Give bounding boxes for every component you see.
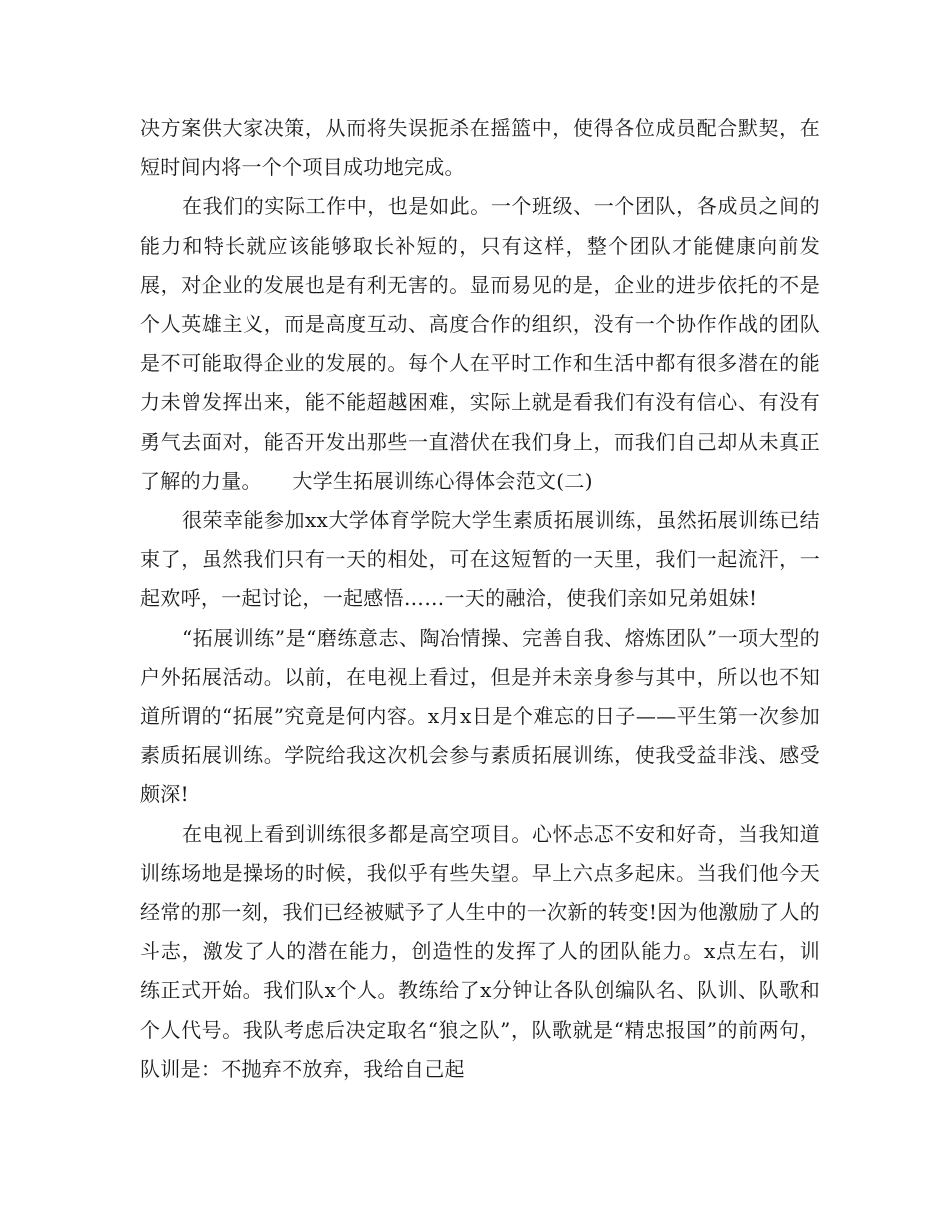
paragraph-1: 决方案供大家决策，从而将失误扼杀在摇篮中，使得各位成员配合默契，在短时间内将一个个项目成功地完成。: [140, 116, 820, 180]
paragraph-2: 在我们的实际工作中，也是如此。一个班级、一个团队，各成员之间的能力和特长就应该能够取长补短的，只有这样，整个团队才能健康向前发展，对企业的发展也是有利无害的。显而易见的是，企业的进步依托的不是个人英雄主义，而是高度互动、高度合作的组织，没有一个协作作战的团队是不可能取得企业的发展的。每个人在平时工作和生活中都有很多潜在的能力未曾发挥出来，能不能超越困难，实际上就是看我们有没有信心、有没有勇气去面对，能否开发出那些一直潜伏在我们身上，而我们自己却从未真正了解的力量。 大学生拓展训练心得体会范文(二): [140, 194, 820, 493]
paragraph-3: 很荣幸能参加xx大学体育学院大学生素质拓展训练，虽然拓展训练已结束了，虽然我们只有一天的相处，可在这短暂的一天里，我们一起流汗，一起欢呼，一起讨论，一起感悟……一天的融洽，使我们亲如兄弟姐妹!: [140, 508, 820, 611]
paragraph-4: “拓展训练”是“磨练意志、陶冶情操、完善自我、熔炼团队”一项大型的户外拓展活动。以前，在电视上看过，但是并未亲身参与其中，所以也不知道所谓的“拓展”究竟是何内容。x月x日是个难忘的日子——平生第一次参加素质拓展训练。学院给我这次机会参与素质拓展训练，使我受益非浅、感受颇深!: [140, 625, 820, 807]
paragraph-5: 在电视上看到训练很多都是高空项目。心怀忐忑不安和好奇，当我知道训练场地是操场的时候，我似乎有些失望。早上六点多起床。当我们他今天经常的那一刻，我们已经被赋予了人生中的一次新的转变!因为他激励了人的斗志，激发了人的潜在能力，创造性的发挥了人的团队能力。x点左右，训练正式开始。我们队x个人。教练给了x分钟让各队创编队名、队训、队歌和个人代号。我队考虑后决定取名“狼之队”，队歌就是“精忠报国”的前两句，队训是：不抛弃不放弃，我给自己起: [140, 821, 820, 1081]
document-body: [140, 109, 820, 1089]
